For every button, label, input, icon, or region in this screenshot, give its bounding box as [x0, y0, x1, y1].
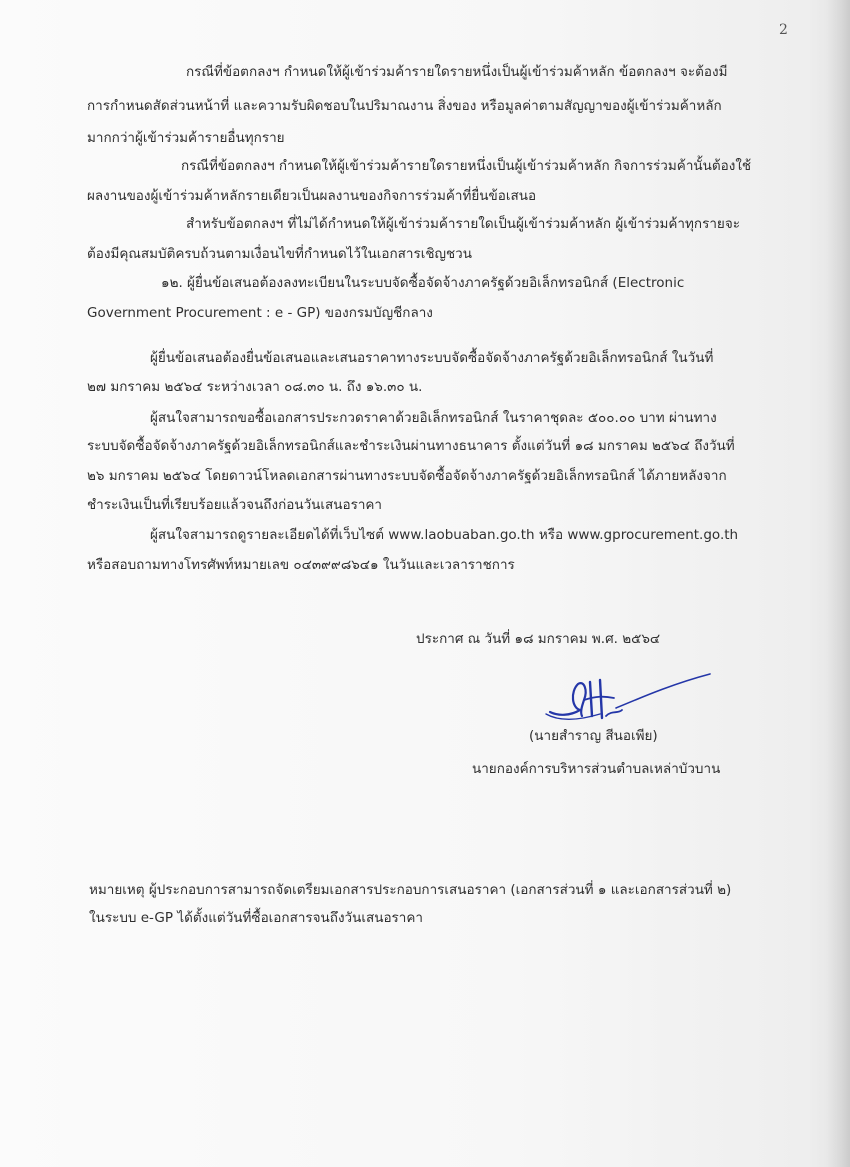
signature-image [540, 670, 720, 730]
page-number: 2 [779, 22, 788, 38]
submission-line-1: ผู้ยื่นข้อเสนอต้องยื่นข้อเสนอและเสนอราคาทางระบบจัดซื้อจัดจ้างภาครัฐด้วยอิเล็กทรอนิกส์ ในวันที่ [150, 350, 714, 366]
paragraph-3-line-1: สำหรับข้อตกลงฯ ที่ไม่ได้กำหนดให้ผู้เข้าร่วมค้ารายใดเป็นผู้เข้าร่วมค้าหลัก ผู้เข้าร่วมค้าทุกรายจะ [186, 216, 740, 232]
signer-name: (นายสำราญ สีนอเพีย) [529, 728, 658, 744]
note-line-2: ในระบบ e-GP ได้ตั้งแต่วันที่ซื้อเอกสารจนถึงวันเสนอราคา [89, 910, 423, 926]
note-line-1: หมายเหตุ ผู้ประกอบการสามารถจัดเตรียมเอกสารประกอบการเสนอราคา (เอกสารส่วนที่ ๑ และเอกสารส่วนที่ ๒) [89, 882, 732, 898]
paragraph-2-line-1: กรณีที่ข้อตกลงฯ กำหนดให้ผู้เข้าร่วมค้ารายใดรายหนึ่งเป็นผู้เข้าร่วมค้าหลัก กิจการร่วมค้านั้นต้องใช้ [181, 158, 752, 174]
purchase-line-2: ระบบจัดซื้อจัดจ้างภาครัฐด้วยอิเล็กทรอนิกส์และชำระเงินผ่านทางธนาคาร ตั้งแต่วันที่ ๑๘ มกราคม ๒๕๖๔ ถึงวันที่ [87, 438, 735, 454]
contact-line-1: ผู้สนใจสามารถดูรายละเอียดได้ที่เว็บไซต์ www.laobuaban.go.th หรือ www.gprocurement.go.th [150, 527, 739, 543]
submission-line-2: ๒๗ มกราคม ๒๕๖๔ ระหว่างเวลา ๐๘.๓๐ น. ถึง ๑๖.๓๐ น. [87, 379, 423, 395]
paragraph-1-line-1: กรณีที่ข้อตกลงฯ กำหนดให้ผู้เข้าร่วมค้ารายใดรายหนึ่งเป็นผู้เข้าร่วมค้าหลัก ข้อตกลงฯ จะต้องมี [186, 64, 728, 80]
announcement-date: ประกาศ ณ วันที่ ๑๘ มกราคม พ.ศ. ๒๕๖๔ [416, 631, 661, 647]
purchase-line-3: ๒๖ มกราคม ๒๕๖๔ โดยดาวน์โหลดเอกสารผ่านทางระบบจัดซื้อจัดจ้างภาครัฐด้วยอิเล็กทรอนิกส์ ได้ภายหลังจาก [87, 468, 727, 484]
section-12-line-2: Government Procurement : e - GP) ของกรมบัญชีกลาง [87, 305, 433, 321]
paragraph-1-line-2: การกำหนดสัดส่วนหน้าที่ และความรับผิดชอบในปริมาณงาน สิ่งของ หรือมูลค่าตามสัญญาของผู้เข้าร่วมค้าหลัก [87, 98, 722, 114]
purchase-line-4: ชำระเงินเป็นที่เรียบร้อยแล้วจนถึงก่อนวันเสนอราคา [87, 497, 383, 513]
paragraph-2-line-2: ผลงานของผู้เข้าร่วมค้าหลักรายเดียวเป็นผลงานของกิจการร่วมค้าที่ยื่นข้อเสนอ [87, 188, 537, 204]
purchase-line-1: ผู้สนใจสามารถขอซื้อเอกสารประกวดราคาด้วยอิเล็กทรอนิกส์ ในราคาชุดละ ๕๐๐.๐๐ บาท ผ่านทาง [150, 410, 717, 426]
signer-title: นายกองค์การบริหารส่วนตำบลเหล่าบัวบาน [472, 761, 721, 777]
section-12-line-1: ๑๒. ผู้ยื่นข้อเสนอต้องลงทะเบียนในระบบจัดซื้อจัดจ้างภาครัฐด้วยอิเล็กทรอนิกส์ (Electronic [161, 275, 685, 291]
page-edge-shadow [826, 0, 850, 1167]
paragraph-3-line-2: ต้องมีคุณสมบัติครบถ้วนตามเงื่อนไขที่กำหนดไว้ในเอกสารเชิญชวน [87, 246, 472, 262]
contact-line-2: หรือสอบถามทางโทรศัพท์หมายเลข ๐๔๓๙๙๘๖๔๑ ในวันและเวลาราชการ [87, 557, 515, 573]
paragraph-1-line-3: มากกว่าผู้เข้าร่วมค้ารายอื่นทุกราย [87, 130, 285, 146]
